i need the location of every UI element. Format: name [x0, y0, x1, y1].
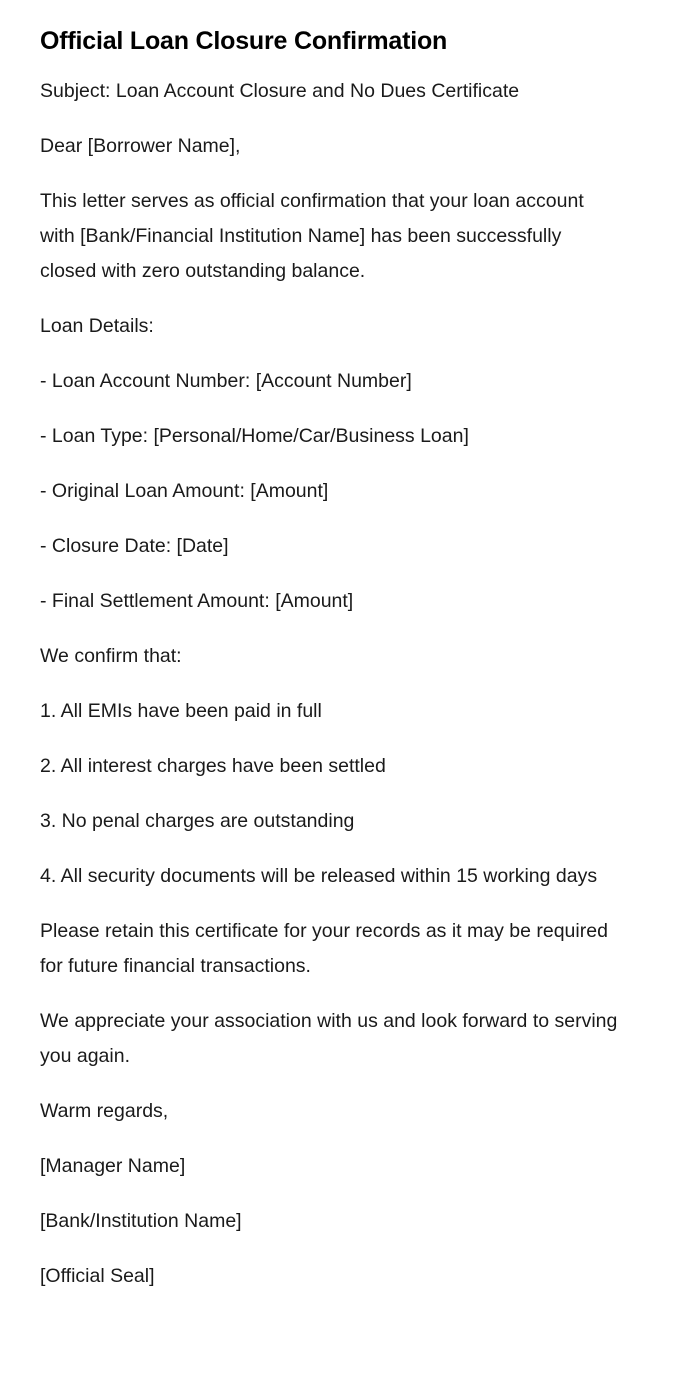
detail-closure-date: - Closure Date: [Date] [40, 535, 229, 557]
confirm-heading: We confirm that: [40, 645, 182, 667]
confirmation-item: 1. All EMIs have been paid in full [40, 700, 322, 722]
loan-details-heading: Loan Details: [40, 315, 154, 337]
retain-note: Please retain this certificate for your records as it may be required for future financial transactions. [40, 920, 608, 977]
intro-paragraph: This letter serves as official confirmation that your loan account with [Bank/Financial Institution Name] has been successfully closed with zero outstanding balance. [40, 190, 584, 282]
detail-loan-type: - Loan Type: [Personal/Home/Car/Business Loan] [40, 425, 469, 447]
subject-line: Subject: Loan Account Closure and No Dues Certificate [40, 80, 520, 102]
official-seal: [Official Seal] [40, 1265, 155, 1287]
detail-original-amount: - Original Loan Amount: [Amount] [40, 480, 329, 502]
confirmation-list [40, 694, 660, 894]
page-title: Official Loan Closure Confirmation [40, 27, 448, 55]
detail-account-number: - Loan Account Number: [Account Number] [40, 370, 412, 392]
confirmation-item: 2. All interest charges have been settled [40, 755, 386, 777]
salutation: Dear [Borrower Name], [40, 135, 241, 157]
manager-name: [Manager Name] [40, 1155, 186, 1177]
appreciation-paragraph: We appreciate your association with us and look forward to serving you again. [40, 1010, 618, 1067]
institution-name: [Bank/Institution Name] [40, 1210, 242, 1232]
loan-details-list [40, 364, 660, 619]
closing-line: Warm regards, [40, 1100, 169, 1122]
confirmation-item: 4. All security documents will be released within 15 working days [40, 865, 598, 887]
detail-settlement-amount: - Final Settlement Amount: [Amount] [40, 590, 354, 612]
confirmation-item: 3. No penal charges are outstanding [40, 810, 355, 832]
